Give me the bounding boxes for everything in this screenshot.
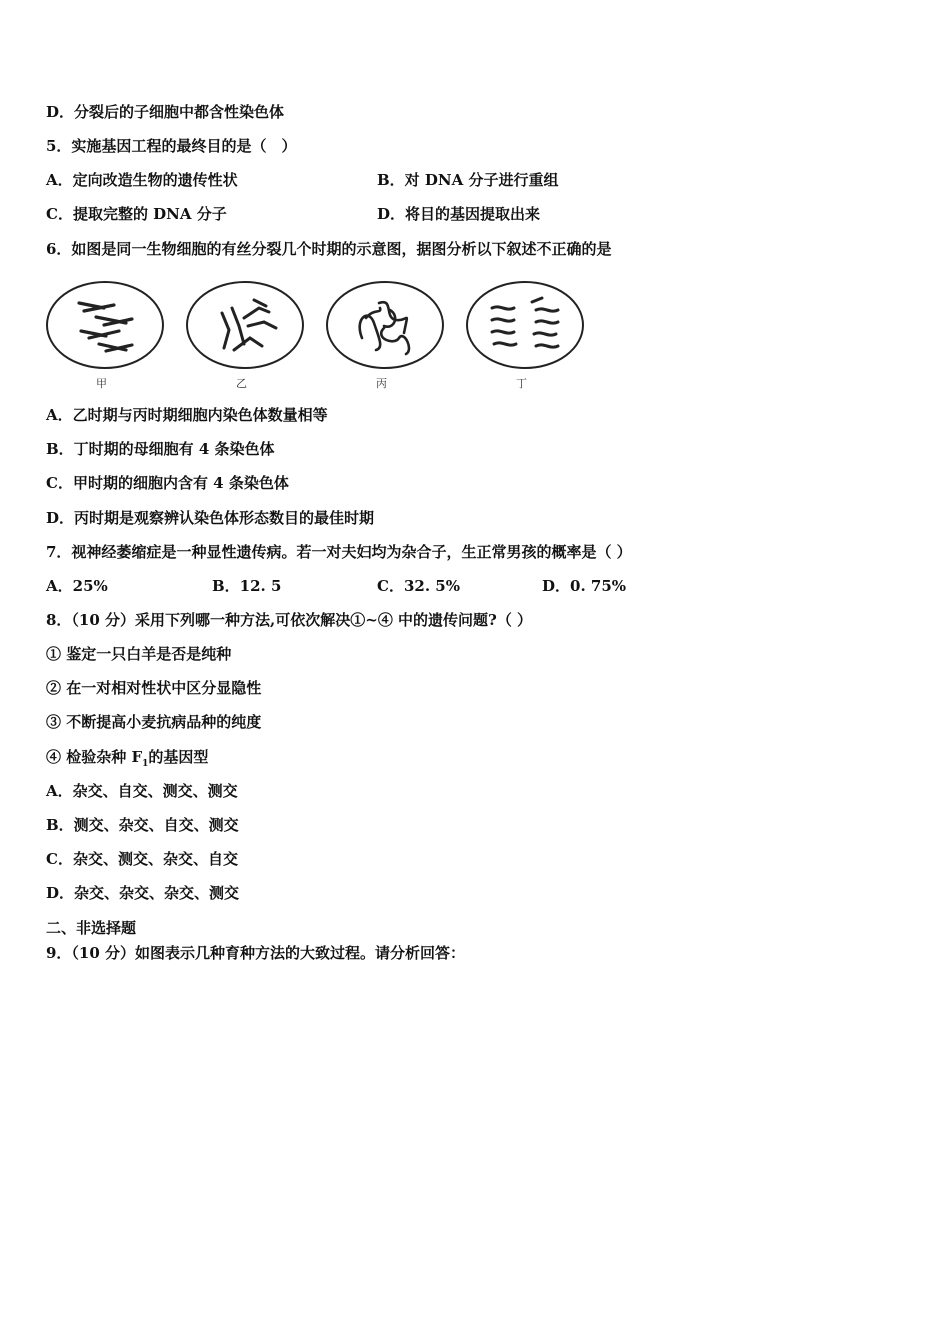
q8-option-d: D．杂交、杂交、杂交、测交	[46, 884, 240, 902]
q6-option-c: C．甲时期的细胞内含有 4 条染色体	[46, 474, 289, 492]
q8-item-4-post: 的基因型	[148, 748, 209, 766]
q8-item-2: ② 在一对相对性状中区分显隐性	[46, 679, 262, 697]
q7-option-c: C．32. 5%	[377, 577, 460, 595]
q8-item-4	[46, 747, 208, 774]
q6-option-d: D．丙时期是观察辨认染色体形态数目的最佳时期	[46, 509, 375, 527]
q8-stem: 8．（10 分）采用下列哪一种方法,可依次解决①~④ 中的遗传问题?（ ）	[46, 611, 533, 629]
caption-jia: 甲	[96, 377, 107, 390]
caption-yi: 乙	[236, 377, 247, 390]
caption-ding: 丁	[516, 377, 527, 390]
q6-option-b: B．丁时期的母细胞有 4 条染色体	[46, 440, 275, 458]
q8-item-4-pre: ④ 检验杂种 F	[46, 748, 143, 766]
q5-option-a: A．定向改造生物的遗传性状	[46, 171, 238, 189]
q6-option-a: A．乙时期与丙时期细胞内染色体数量相等	[46, 406, 328, 424]
q8-item-3: ③ 不断提高小麦抗病品种的纯度	[46, 713, 262, 731]
cell-jia-figure	[44, 278, 166, 373]
q4-option-d: D．分裂后的子细胞中都含性染色体	[46, 103, 285, 121]
mitosis-figure	[44, 278, 584, 393]
cell-ding-figure	[464, 278, 586, 373]
q7-stem: 7．视神经萎缩症是一种显性遗传病。若一对夫妇均为杂合子，生正常男孩的概率是（ ）	[46, 543, 632, 561]
q8-item-4-sub: 1	[142, 759, 149, 769]
q9-stem: 9．（10 分）如图表示几种育种方法的大致过程。请分析回答：	[46, 944, 466, 962]
q7-option-a: A．25%	[46, 577, 108, 595]
q6-stem: 6．如图是同一生物细胞的有丝分裂几个时期的示意图，据图分析以下叙述不正确的是	[46, 240, 612, 258]
q7-option-d: D．0. 75%	[542, 577, 627, 595]
caption-bing: 丙	[376, 377, 387, 390]
q5-option-c: C．提取完整的 DNA 分子	[46, 205, 227, 223]
q8-option-b: B．测交、杂交、自交、测交	[46, 816, 239, 834]
q8-option-c: C．杂交、测交、杂交、自交	[46, 850, 238, 868]
q5-option-d: D．将目的基因提取出来	[377, 205, 541, 223]
q8-option-a: A．杂交、自交、测交、测交	[46, 782, 238, 800]
q5-stem: 5．实施基因工程的最终目的是（ ）	[46, 137, 297, 155]
cell-yi-figure	[184, 278, 306, 373]
q7-option-b: B．12. 5	[212, 577, 282, 595]
q5-option-b: B．对 DNA 分子进行重组	[377, 171, 559, 189]
section-2-title: 二、非选择题	[46, 919, 137, 937]
q8-item-1: ① 鉴定一只白羊是否是纯种	[46, 645, 232, 663]
cell-bing-figure	[324, 278, 446, 373]
